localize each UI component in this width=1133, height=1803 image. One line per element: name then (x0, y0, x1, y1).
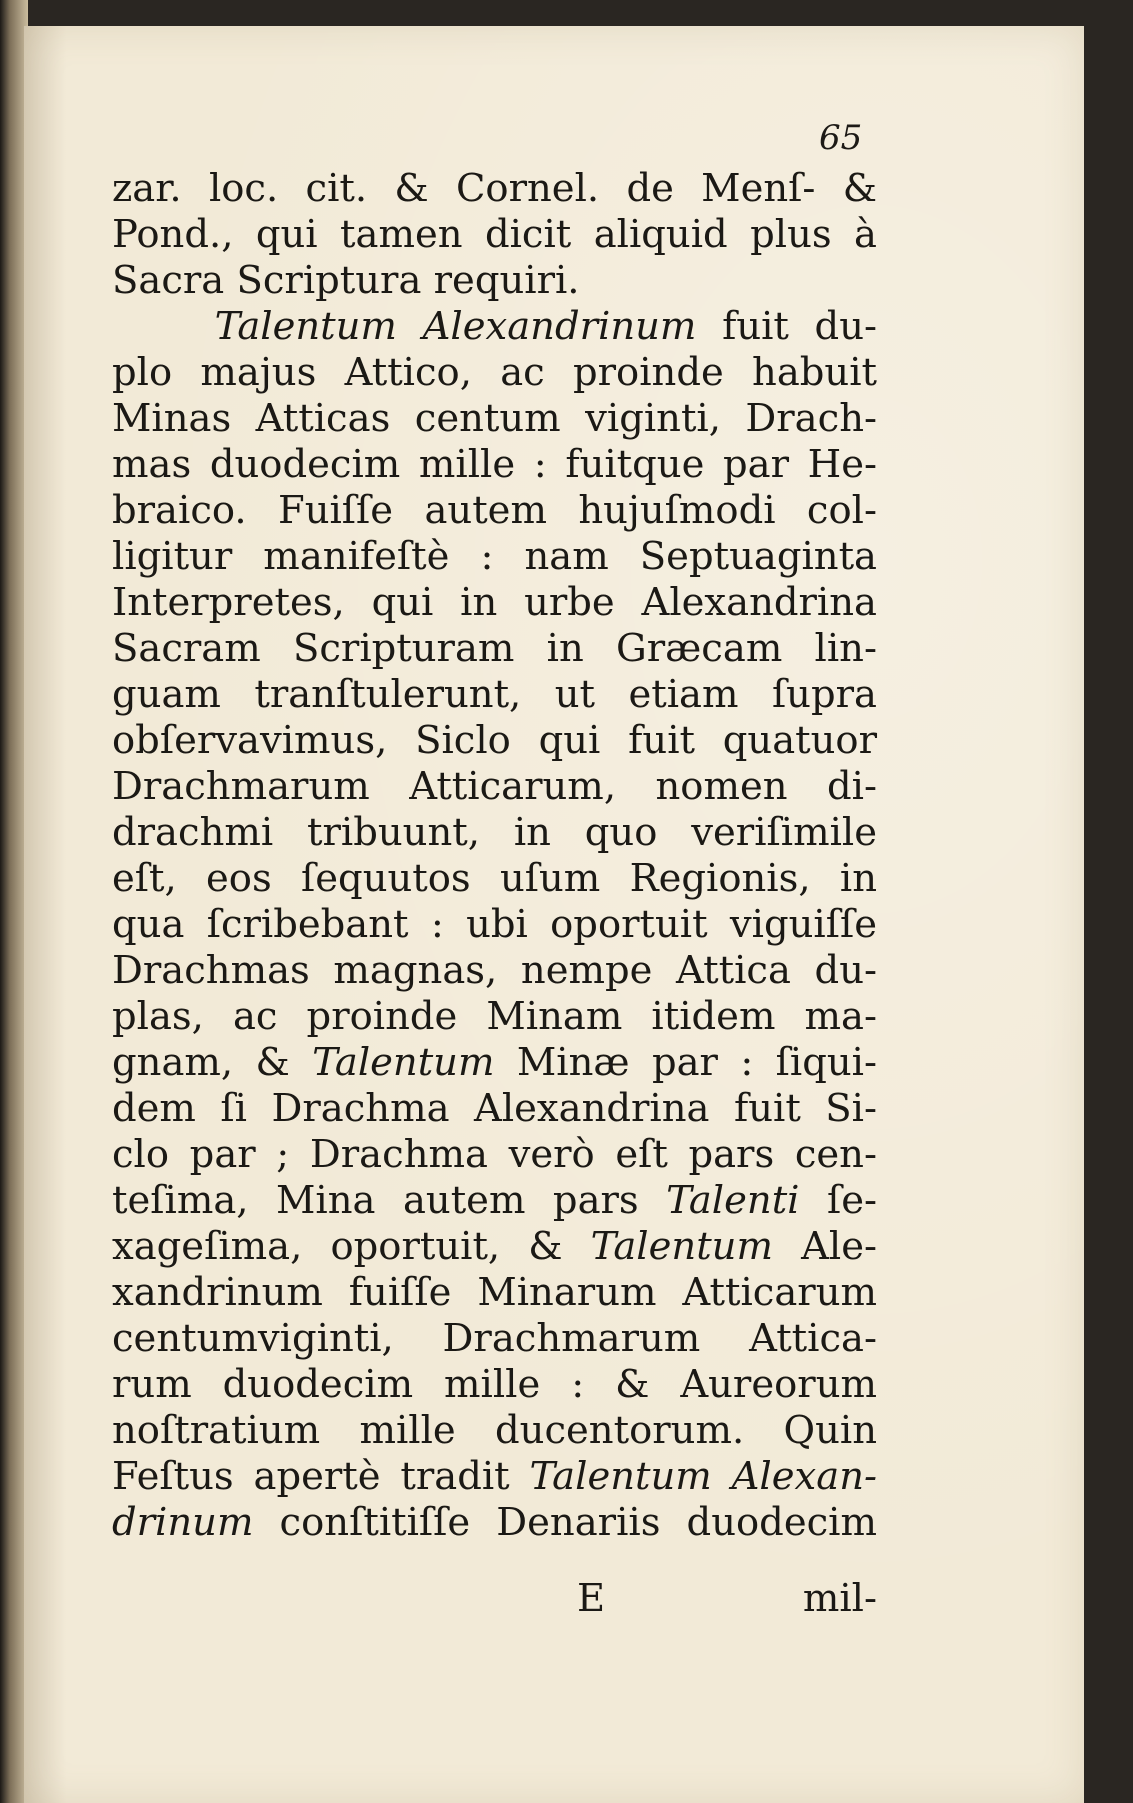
page-number: 65 (819, 118, 863, 158)
text-run: clo par ; Drachma verò eſt pars cen- (112, 1132, 877, 1177)
text-line (112, 810, 877, 856)
text-run: ſe- (799, 1178, 877, 1223)
text-run (112, 304, 215, 349)
text-run: Minæ par : ſiqui- (494, 1040, 877, 1085)
text-run: drachmi tribuunt, in quo veriſimile (112, 810, 877, 855)
text-run: teſima, Mina autem pars (112, 1178, 667, 1223)
text-run: eſt, eos ſequutos uſum Regionis, in (112, 856, 877, 901)
text-line (112, 350, 877, 396)
text-run: Drachmas magnas, nempe Attica du- (112, 948, 877, 993)
text-line (112, 442, 877, 488)
text-run: Pond., qui tamen dicit aliquid plus à (112, 212, 877, 257)
text-run: plo majus Attico, ac proinde habuit (112, 350, 877, 395)
text-run: plas, ac proinde Minam itidem ma- (112, 994, 877, 1039)
italic-term: Talentum (590, 1224, 773, 1269)
text-run: obſervavimus, Siclo qui fuit quatuor (112, 718, 877, 763)
text-run: ligitur manifeſtè : nam Septuaginta (112, 534, 877, 579)
text-run: gnam, & (112, 1040, 313, 1085)
text-run: Ale- (772, 1224, 877, 1269)
italic-term: Talentum Alexan- (529, 1454, 878, 1499)
italic-term: Talenti (666, 1178, 800, 1223)
text-run: xandrinum fuiſſe Minarum Atticarum (112, 1270, 877, 1315)
signature-mark: E (577, 1576, 606, 1621)
text-line (112, 1362, 877, 1408)
text-run: rum duodecim mille : & Aureorum (112, 1362, 877, 1407)
text-line (112, 304, 877, 350)
text-line (112, 1086, 877, 1132)
catchword: mil- (802, 1576, 877, 1621)
text-run: braico. Fuiſſe autem hujuſmodi col- (112, 488, 877, 533)
text-line (112, 258, 877, 304)
text-line (112, 212, 877, 258)
text-line (112, 718, 877, 764)
text-run: guam tranſtulerunt, ut etiam ſupra (112, 672, 877, 717)
italic-term: Talentum (312, 1040, 495, 1085)
text-run: Feſtus apertè tradit (112, 1454, 530, 1499)
text-run: Sacra Scriptura requiri. (112, 258, 580, 303)
text-line (112, 1178, 877, 1224)
text-run: Drachmarum Atticarum, nomen di- (112, 764, 877, 809)
text-line (112, 994, 877, 1040)
text-line (112, 166, 877, 212)
text-run: qua ſcribebant : ubi oportuit viguiſſe (112, 902, 877, 947)
body-text (112, 166, 877, 1546)
text-line (112, 580, 877, 626)
text-run: Sacram Scripturam in Græcam lin- (112, 626, 877, 671)
text-line (112, 764, 877, 810)
text-line (112, 1316, 877, 1362)
text-line (112, 626, 877, 672)
text-line (112, 1408, 877, 1454)
text-line (112, 1132, 877, 1178)
italic-term: drinum (112, 1500, 254, 1545)
text-line (112, 396, 877, 442)
text-run: xageſima, oportuit, & (112, 1224, 591, 1269)
text-run: centumviginti, Drachmarum Attica- (112, 1316, 877, 1361)
text-line (112, 1224, 877, 1270)
text-run: noſtratium mille ducentorum. Quin (112, 1408, 877, 1453)
text-line (112, 488, 877, 534)
text-run: Minas Atticas centum viginti, Drach- (112, 396, 877, 441)
text-run: conſtitiſſe Denariis duodecim (253, 1500, 877, 1545)
text-line (112, 1270, 877, 1316)
text-run: dem ſi Drachma Alexandrina fuit Si- (112, 1086, 877, 1131)
text-line (112, 902, 877, 948)
text-line (112, 1040, 877, 1086)
footer-line (112, 1576, 877, 1622)
book-page (24, 26, 1084, 1803)
text-run: Interpretes, qui in urbe Alexandrina (112, 580, 877, 625)
italic-term: Talentum Alexandrinum (214, 304, 697, 349)
text-run: fuit du- (696, 304, 878, 349)
text-line (112, 1500, 877, 1546)
text-line (112, 948, 877, 994)
text-line (112, 856, 877, 902)
text-line (112, 672, 877, 718)
text-line (112, 534, 877, 580)
text-run: mas duodecim mille : fuitque par He- (112, 442, 877, 487)
text-run: zar. loc. cit. & Cornel. de Menſ- & (112, 166, 877, 211)
text-line (112, 1454, 877, 1500)
